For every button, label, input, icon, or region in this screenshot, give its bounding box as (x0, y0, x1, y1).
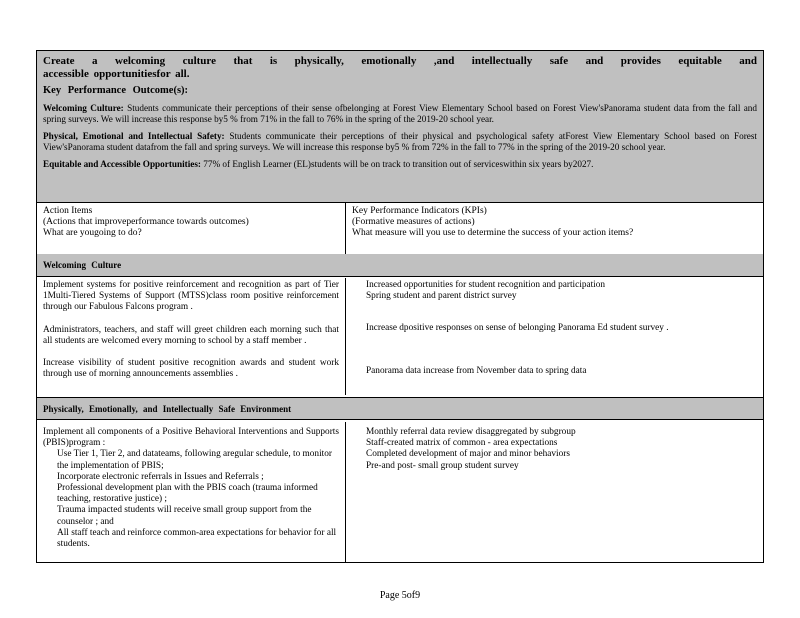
kpi-text: Increase dpositive responses on sense of belonging Panorama Ed student survey . (366, 323, 669, 334)
bullet-box-icon (352, 280, 366, 291)
action-bullet (43, 483, 339, 505)
safety-actions (37, 425, 345, 552)
bullet-box-icon (43, 528, 57, 550)
goal-statement-line2: accessible opportunitiesfor all. (43, 68, 190, 80)
action-bullet (43, 449, 339, 471)
kpi-item (352, 366, 757, 377)
bullet-box-icon (352, 438, 366, 449)
goal-block (37, 51, 763, 203)
bullet-box-icon (352, 323, 366, 334)
bullet-text: All staff teach and reinforce common-area expectations for behavior for all students. (57, 527, 337, 550)
outcome-welcoming (43, 103, 757, 125)
safety-kpis (346, 425, 763, 474)
outcome-label: Welcoming Culture: (43, 103, 124, 113)
welcoming-kpis (346, 278, 763, 395)
kpi-text: Monthly referral data review disaggregated by subgroup (366, 427, 576, 437)
action-item: Implement systems for positive reinforcement and recognition as part of Tier 1Multi-Tiered Systems of Support (MTSS)class room positive reinforcement through our Fabulous Falcons program . (43, 280, 339, 313)
kpi-text: Spring student and parent district survey (366, 291, 517, 302)
header-line: What measure will you use to determine the success of your action items? (352, 228, 634, 238)
bullet-text: Professional development plan with the PBIS coach (trauma informed teaching, restorative justice) ; (57, 483, 318, 505)
kpi-item (352, 427, 757, 438)
bullet-box-icon (43, 472, 57, 483)
action-item: Administrators, teachers, and staff will greet children each morning such that all students are welcomed every morning to school by a staff member . (43, 324, 339, 346)
kpi-item (352, 291, 757, 302)
action-intro: Implement all components of a Positive Behavioral Interventions and Supports (PBIS)program : (43, 427, 339, 449)
header-line: Action Items (43, 206, 93, 216)
header-line: (Formative measures of actions) (352, 217, 475, 227)
header-line: (Actions that improveperformance towards outcomes) (43, 217, 249, 227)
action-bullet (43, 528, 339, 550)
bullet-box-icon (352, 427, 366, 438)
kpi-text: Pre-and post- small group student survey (366, 460, 519, 471)
kpi-item (352, 323, 757, 334)
kpi-item (352, 280, 757, 291)
column-header-row (37, 203, 763, 255)
goal-statement-line1: Create a welcoming culture that is physically, emotionally ,and intellectually safe and provides equitable and (43, 55, 757, 67)
bullet-box-icon (352, 291, 366, 302)
section-header-welcoming: Welcoming Culture (37, 254, 763, 277)
welcoming-actions (37, 278, 345, 395)
page-number: Page 5of9 (379, 590, 421, 601)
bullet-box-icon (352, 461, 366, 472)
kpi-item (352, 449, 757, 460)
plan-table (36, 50, 764, 563)
bullet-text: Use Tier 1, Tier 2, and datateams, following aregular schedule, to monitor the implementation of PBIS; (57, 449, 332, 471)
outcome-safety (43, 131, 757, 153)
section-header-safety: Physically, Emotionally, and Intellectually Safe Environment (37, 397, 763, 420)
kpi-item (352, 438, 757, 449)
action-bullet (43, 505, 339, 527)
kpo-label: Key Performance Outcome(s): (43, 85, 189, 96)
outcome-text: Students communicate their perceptions of their physical and psychological safety atForest View Elementary School based on Forest View'sPanorama student datafrom the fall and spring surveys. We will increase this response by5 % from 72% in the fall to 77% in the spring of the 2019-20 school year. (43, 131, 757, 152)
kpi-text: Staff-created matrix of common - area expectations (366, 438, 558, 449)
kpi-text: Panorama data increase from November data to spring data (366, 365, 587, 376)
action-items-header (37, 203, 345, 242)
outcome-text: Students communicate their perceptions of their sense ofbelonging at Forest View Elementary School based on Forest View'sPanorama student data from the fall and spring surveys. We will increase this response by5 % from 71% in the fall to 76% in the spring of the 2019-20 school year. (43, 103, 757, 124)
bullet-text: Incorporate electronic referrals in Issues and Referrals ; (57, 471, 264, 482)
outcome-equity (43, 159, 757, 170)
kpi-header (346, 203, 763, 242)
kpi-text: Completed development of major and minor behaviors (366, 449, 570, 460)
bullet-box-icon (352, 449, 366, 460)
bullet-box-icon (43, 483, 57, 505)
kpi-item (352, 461, 757, 472)
outcome-label: Equitable and Accessible Opportunities: (43, 159, 201, 169)
header-line: Key Performance Indicators (KPIs) (352, 206, 487, 216)
bullet-box-icon (43, 449, 57, 471)
action-bullet (43, 472, 339, 483)
header-line: What are yougoing to do? (43, 228, 142, 238)
outcome-label: Physical, Emotional and Intellectual Safety: (43, 131, 225, 141)
bullet-box-icon (43, 505, 57, 527)
bullet-text: Trauma impacted students will receive small group support from the counselor ; and (57, 505, 312, 527)
bullet-box-icon (352, 366, 366, 377)
outcome-text: 77% of English Learner (EL)students will be on track to transition out of serviceswithin six years by2027. (203, 159, 594, 169)
action-item: Increase visibility of student positive recognition awards and student work through use of morning announcements assemblies . (43, 358, 339, 380)
kpi-text: Increased opportunities for student recognition and participation (366, 280, 606, 290)
